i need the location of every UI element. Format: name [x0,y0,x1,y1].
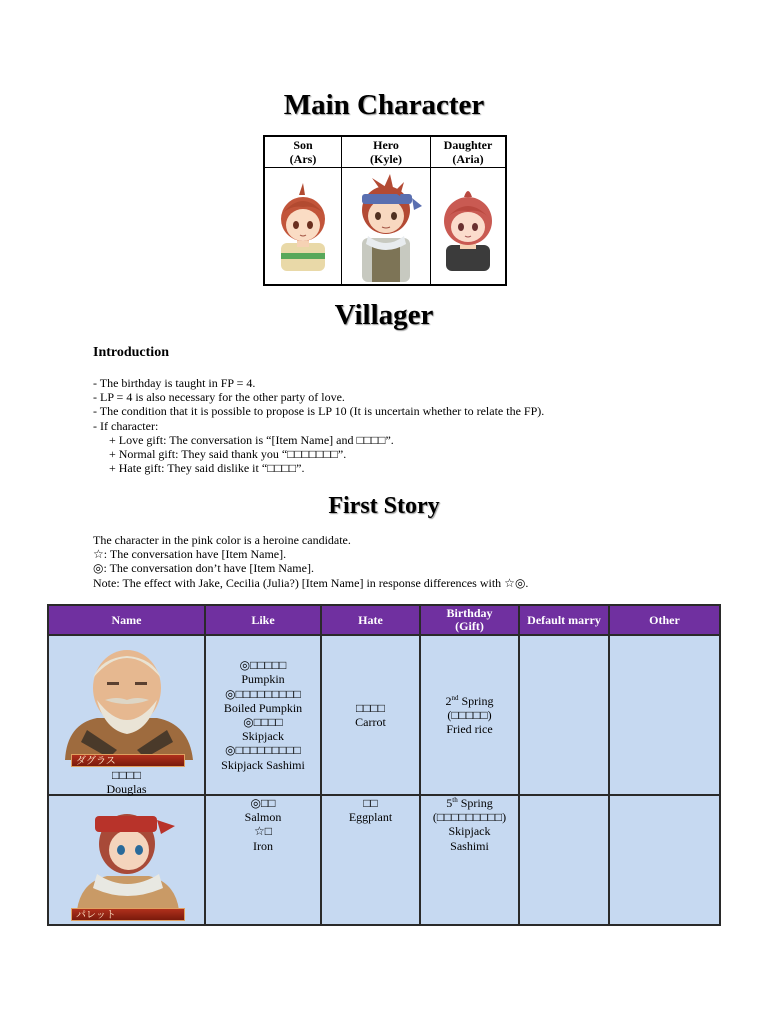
other-header: Other [610,606,719,634]
story-note: The character in the pink color is a heroine candidate. [93,533,351,547]
like-item: Iron [253,838,273,853]
like-cell [206,796,320,924]
hate-item: Eggplant [348,810,393,825]
like-item: ◎□□□□□□□□□ [225,686,301,701]
hate-item: □□ [363,796,378,810]
birthday-cell [421,636,518,794]
son-portrait-cell [264,168,342,286]
other-cell [610,796,719,924]
name-cell [49,796,204,924]
birthday-cell [421,796,518,924]
gift-line: + Normal gift: They said thank you “□□□□□□□”. [109,447,347,462]
gift-line: + Hate gift: They said dislike it “□□□□”. [109,461,305,476]
daughter-role: Daughter [443,138,493,152]
story-note: ◎: The conversation don’t have [Item Name]. [93,561,314,576]
intro-line: - LP = 4 is also necessary for the other party of love. [93,390,345,405]
daughter-header [431,136,507,168]
like-item: ◎□□□□□□□□□ [225,743,301,758]
table-header-row [49,606,719,634]
daughter-name: (Aria) [452,152,484,166]
hero-portrait-cell [342,168,431,286]
story-note: ☆: The conversation have [Item Name]. [93,547,287,562]
hero-name: (Kyle) [370,152,402,166]
first-story-notes [93,533,528,590]
birthday-gift: Sashimi [450,838,489,853]
daughter-portrait-cell [431,168,507,286]
like-item: Skipjack Sashimi [221,757,305,772]
like-item: ◎□□ [250,796,276,810]
like-cell [206,636,320,794]
birthday-gift: Fried rice [446,722,493,737]
table-row [49,636,719,794]
palette-nameplate: パレット [71,908,185,921]
birthday-day: 5 [446,796,453,810]
villager-title: Villager [334,299,434,331]
birthday-date [423,694,516,708]
like-item: ◎□□□□ [243,715,283,729]
main-character-title: Main Character [283,89,485,121]
intro-line: - The condition that it is possible to propose is LP 10 (It is uncertain whether to relate the FP). [93,404,545,419]
birthday-gift: (□□□□□□□□□) [432,810,507,825]
birthday-suffix: th [452,796,458,804]
birthday-season: Spring [461,693,494,708]
daughter-portrait-icon [436,181,500,271]
douglas-portrait-icon [57,638,197,760]
introduction-text [93,376,544,475]
hate-cell [322,796,419,924]
intro-line: - The birthday is taught in FP = 4. [93,376,256,390]
gift-line: + Love gift: The conversation is “[Item Name] and □□□□”. [109,432,394,447]
like-item: ☆□ [253,824,272,839]
like-item: Skipjack [242,729,284,744]
hate-item: Carrot [355,715,386,729]
hate-header: Hate [322,606,419,634]
birthday-header-line: Birthday [446,606,493,620]
hero-role: Hero [373,138,399,152]
like-header: Like [206,606,320,634]
villager-table [47,604,721,926]
other-cell [610,636,719,794]
main-character-table [263,135,507,286]
gift-header-line: (Gift) [455,619,484,633]
birthday-gift: Skipjack [448,824,491,839]
birthday-header [421,606,518,634]
palette-portrait-icon [67,798,187,910]
hero-portrait-icon [348,170,424,282]
name-header: Name [49,606,204,634]
default-marry-cell [520,796,608,924]
son-header [264,136,342,168]
default-marry-header: Default marry [520,606,608,634]
like-item: Boiled Pumpkin [223,700,303,715]
hate-item: □□□□ [356,700,385,715]
first-story-title: First Story [328,493,440,519]
birthday-suffix: nd [451,693,459,702]
son-portrait-icon [271,181,335,271]
hero-header [342,136,431,168]
birthday-season: Spring [460,796,493,810]
birthday-gift: (□□□□□) [447,707,492,722]
name-jp: □□□□ [112,768,141,782]
douglas-name [49,768,204,796]
intro-line: - If character: [93,418,159,433]
like-item: ◎□□□□□ [239,658,287,673]
like-item: Pumpkin [241,672,285,687]
like-item: Salmon [244,810,282,825]
table-row [49,796,719,924]
son-name: (Ars) [289,152,317,166]
douglas-nameplate: ダグラス [71,754,185,767]
story-note: Note: The effect with Jake, Cecilia (Julia?) [Item Name] in response differences with ☆◎. [93,575,529,590]
introduction-heading: Introduction [93,345,169,360]
name-en: Douglas [106,782,147,797]
hate-cell [322,636,419,794]
name-cell [49,636,204,797]
birthday-day: 2 [445,693,452,708]
son-role: Son [293,138,313,152]
default-marry-cell [520,636,608,794]
birthday-date [423,796,516,810]
